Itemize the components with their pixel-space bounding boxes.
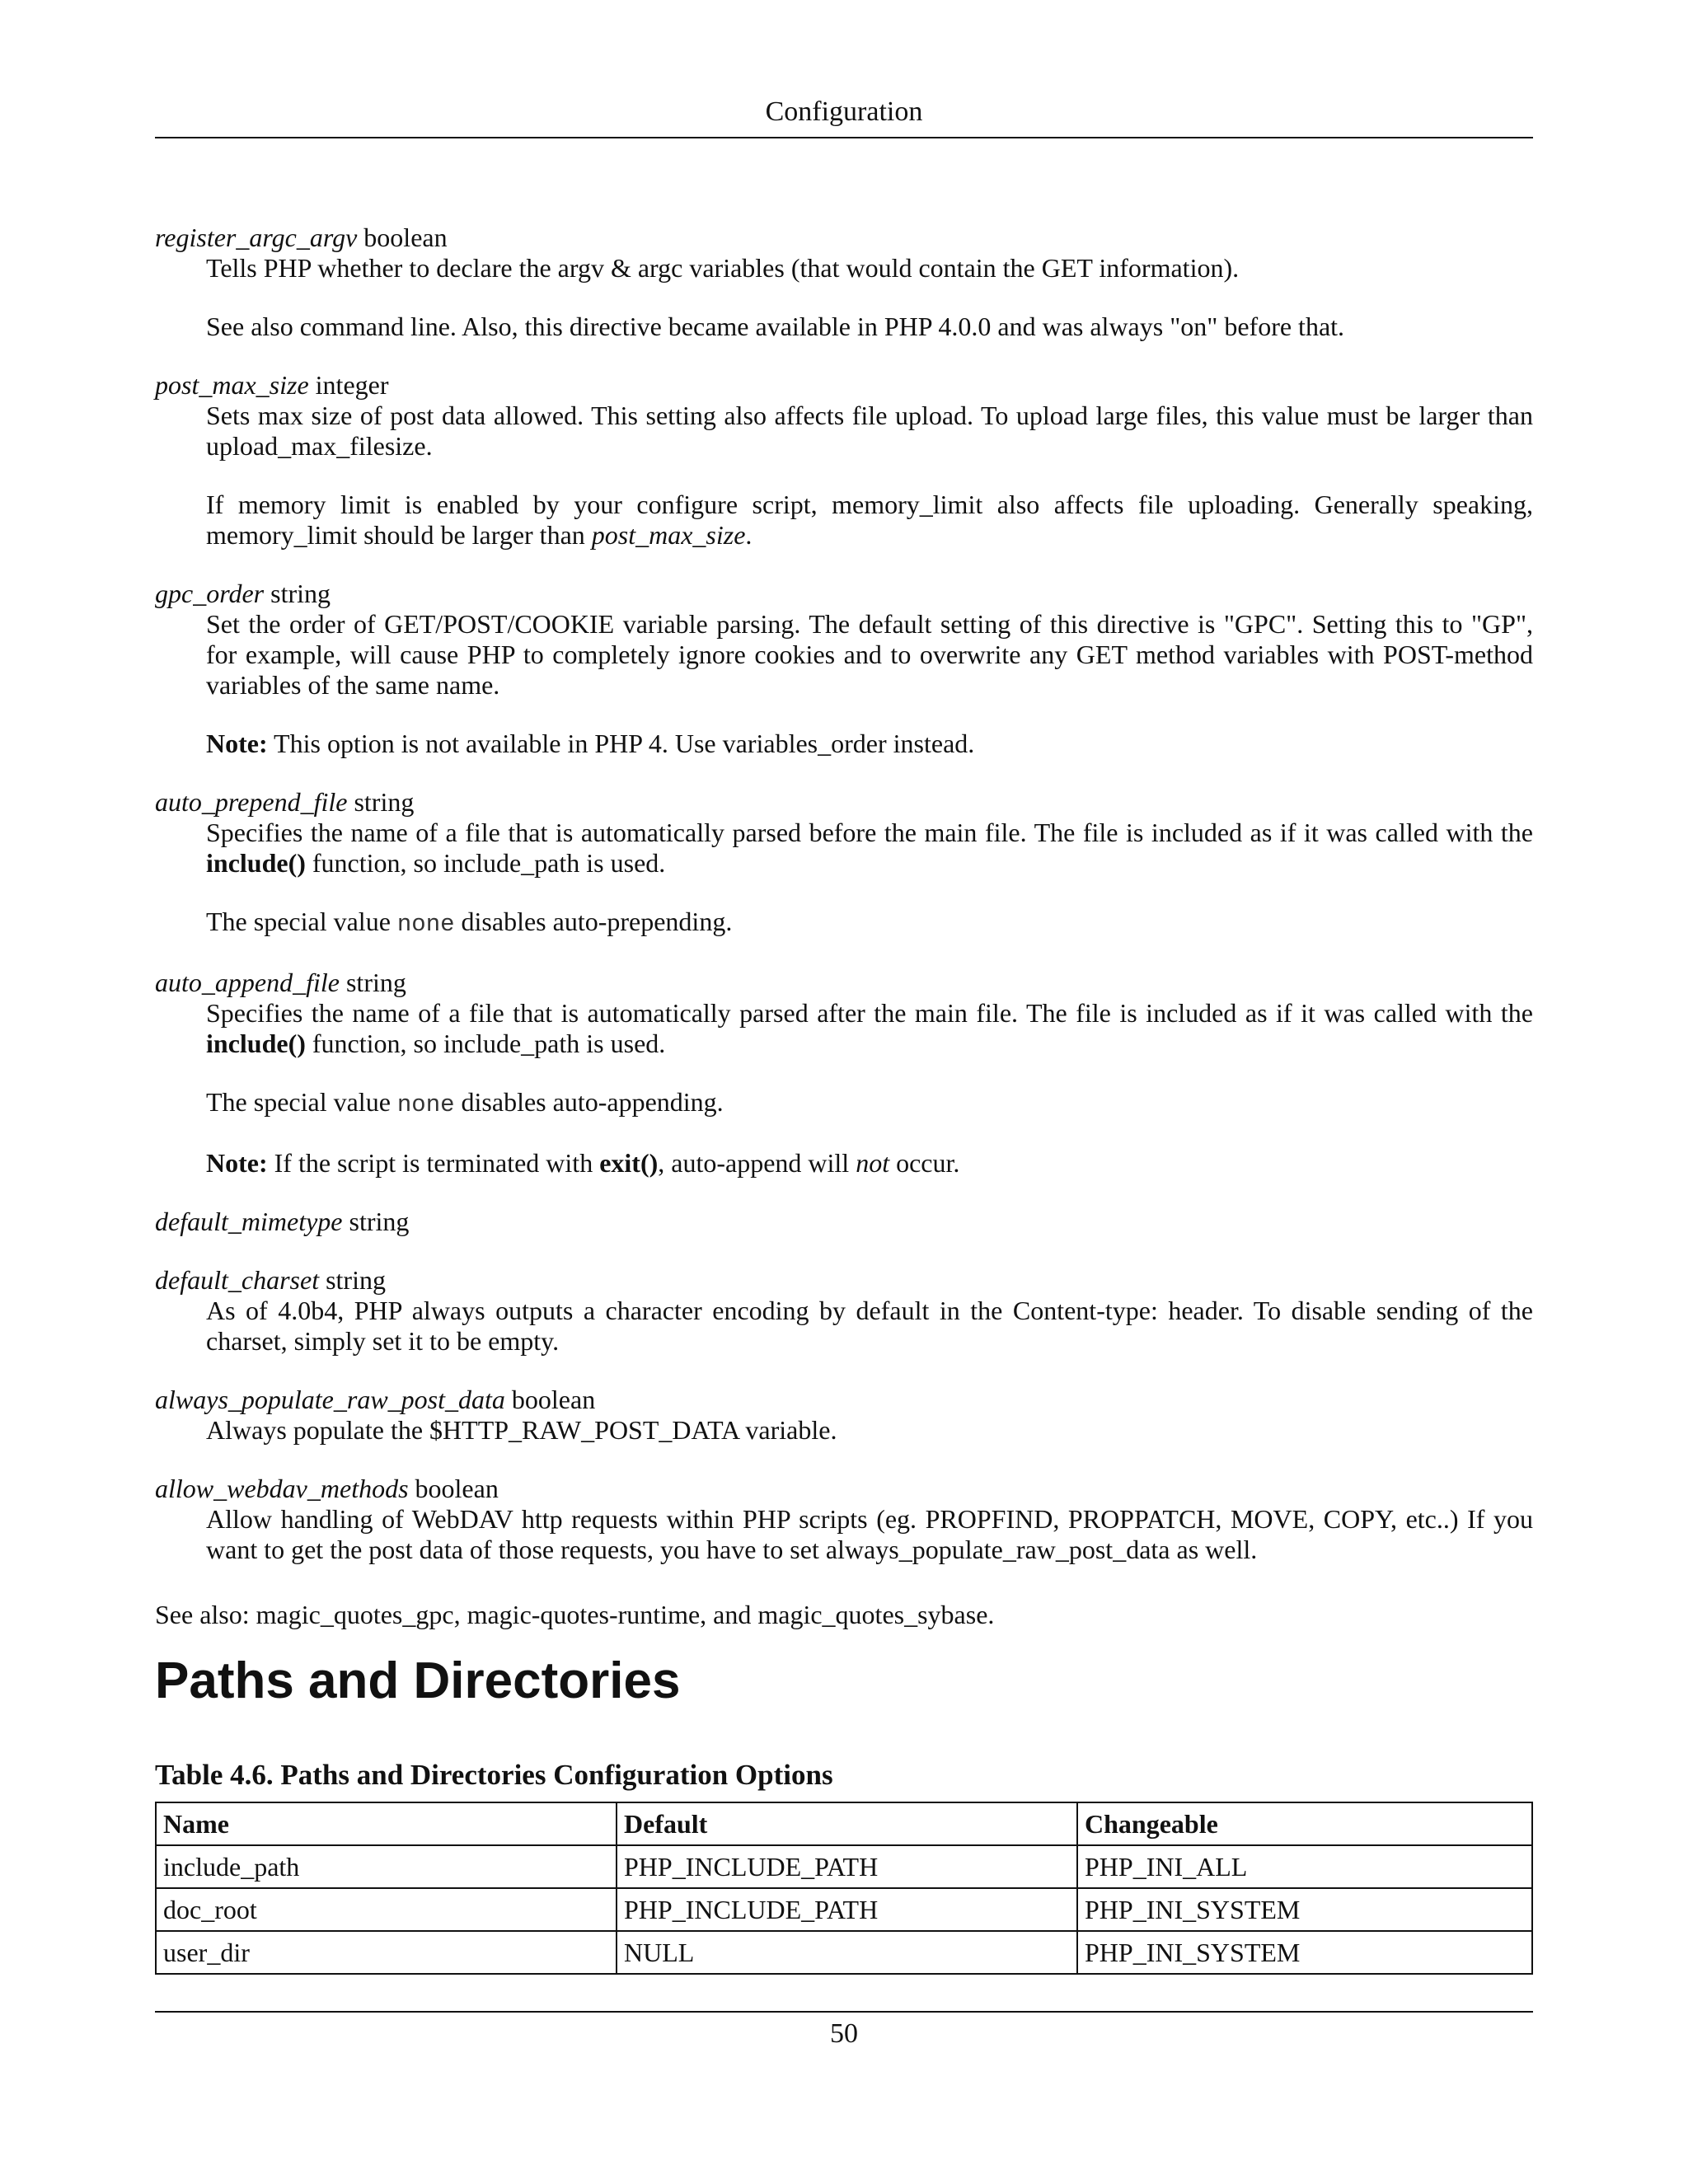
description: Specifies the name of a file that is automatically parsed after the main file. The file is included as if it was called with the include() function, so include_path is used.	[206, 998, 1533, 1058]
description: Always populate the $HTTP_RAW_POST_DATA variable.	[206, 1415, 837, 1445]
directive-name: register_argc_argv	[155, 223, 358, 252]
table-row	[156, 1888, 1532, 1931]
header-rule	[155, 137, 1533, 138]
running-header: Configuration	[765, 96, 923, 127]
description: See also command line. Also, this directive became available in PHP 4.0.0 and was always "on" before that.	[206, 312, 1345, 341]
description: Tells PHP whether to declare the argv & argc variables (that would contain the GET information).	[206, 253, 1240, 283]
entry-default-charset	[155, 1265, 1533, 1357]
directive-type: boolean	[415, 1474, 499, 1503]
description: The special value none disables auto-appending.	[206, 1087, 724, 1118]
table-cell: PHP_INCLUDE_PATH	[617, 1888, 1077, 1931]
directive-name: gpc_order	[155, 579, 265, 608]
table-cell: user_dir	[156, 1931, 617, 1974]
note: Note: If the script is terminated with exit(), auto-append will not occur.	[206, 1148, 960, 1178]
entry-allow-webdav-methods	[155, 1474, 1533, 1565]
directive-name: default_mimetype	[155, 1207, 343, 1236]
directive-name: always_populate_raw_post_data	[155, 1385, 505, 1414]
description: If memory limit is enabled by your configure script, memory_limit also affects file uploading. Generally speaking, memory_limit should be larger than post_max_size.	[206, 490, 1533, 550]
table-row	[156, 1931, 1532, 1974]
table-header-row	[156, 1802, 1532, 1845]
directive-type: string	[345, 968, 406, 997]
directive-type: boolean	[511, 1385, 596, 1414]
table-cell: PHP_INI_SYSTEM	[1077, 1931, 1532, 1974]
description: Sets max size of post data allowed. This setting also affects file upload. To upload large files, this value must be larger than upload_max_filesize.	[206, 401, 1533, 461]
table-cell: doc_root	[156, 1888, 617, 1931]
table-cell: PHP_INCLUDE_PATH	[617, 1845, 1077, 1888]
code-literal: none	[396, 911, 455, 938]
entry-post-max-size	[155, 370, 1533, 551]
code-literal: none	[396, 1091, 455, 1118]
column-header: Changeable	[1077, 1802, 1532, 1845]
column-header: Default	[617, 1802, 1077, 1845]
config-options-table	[155, 1802, 1533, 1975]
table-cell: include_path	[156, 1845, 617, 1888]
entry-register-argc-argv	[155, 223, 1533, 342]
entry-auto-prepend-file	[155, 787, 1533, 940]
directive-type: boolean	[363, 223, 448, 252]
entry-always-populate-raw-post-data	[155, 1385, 1533, 1446]
page-content	[155, 223, 1533, 1975]
description: As of 4.0b4, PHP always outputs a character encoding by default in the Content-type: header. To disable sending of the charset, simply set it to be empty.	[206, 1296, 1533, 1356]
description: The special value none disables auto-prepending.	[206, 907, 733, 938]
entry-gpc-order	[155, 579, 1533, 759]
directive-type: string	[349, 1207, 410, 1236]
directive-type: string	[326, 1265, 386, 1295]
directive-type: string	[270, 579, 331, 608]
directive-name: post_max_size	[155, 370, 309, 400]
directive-name: default_charset	[155, 1265, 320, 1295]
description: Specifies the name of a file that is automatically parsed before the main file. The file is included as if it was called with the include() function, so include_path is used.	[206, 818, 1533, 878]
page-number: 50	[830, 2018, 858, 2049]
directive-name: allow_webdav_methods	[155, 1474, 409, 1503]
see-also: See also: magic_quotes_gpc, magic-quotes-runtime, and magic_quotes_sybase.	[155, 1600, 995, 1629]
footer-rule	[155, 2011, 1533, 2013]
directive-type: string	[354, 787, 415, 817]
table-caption: Table 4.6. Paths and Directories Configuration Options	[155, 1759, 833, 1791]
entry-default-mimetype	[155, 1207, 1533, 1237]
directive-name: auto_prepend_file	[155, 787, 348, 817]
table-cell: NULL	[617, 1931, 1077, 1974]
description: Allow handling of WebDAV http requests within PHP scripts (eg. PROPFIND, PROPPATCH, MOVE, COPY, etc..) If you want to get the post data of those requests, you have to set always_populate_raw_post_data as well.	[206, 1504, 1533, 1564]
table-row	[156, 1845, 1532, 1888]
directive-type: integer	[315, 370, 389, 400]
column-header: Name	[156, 1802, 617, 1845]
directive-name: auto_append_file	[155, 968, 340, 997]
entry-auto-append-file	[155, 968, 1533, 1179]
section-heading: Paths and Directories	[155, 1652, 681, 1709]
table-cell: PHP_INI_SYSTEM	[1077, 1888, 1532, 1931]
table-cell: PHP_INI_ALL	[1077, 1845, 1532, 1888]
note: Note: This option is not available in PHP 4. Use variables_order instead.	[206, 729, 975, 758]
description: Set the order of GET/POST/COOKIE variable parsing. The default setting of this directive is "GPC". Setting this to "GP", for example, will cause PHP to completely ignore cookies and to overwrite any GET method variables with POST-method variables of the same name.	[206, 609, 1533, 700]
